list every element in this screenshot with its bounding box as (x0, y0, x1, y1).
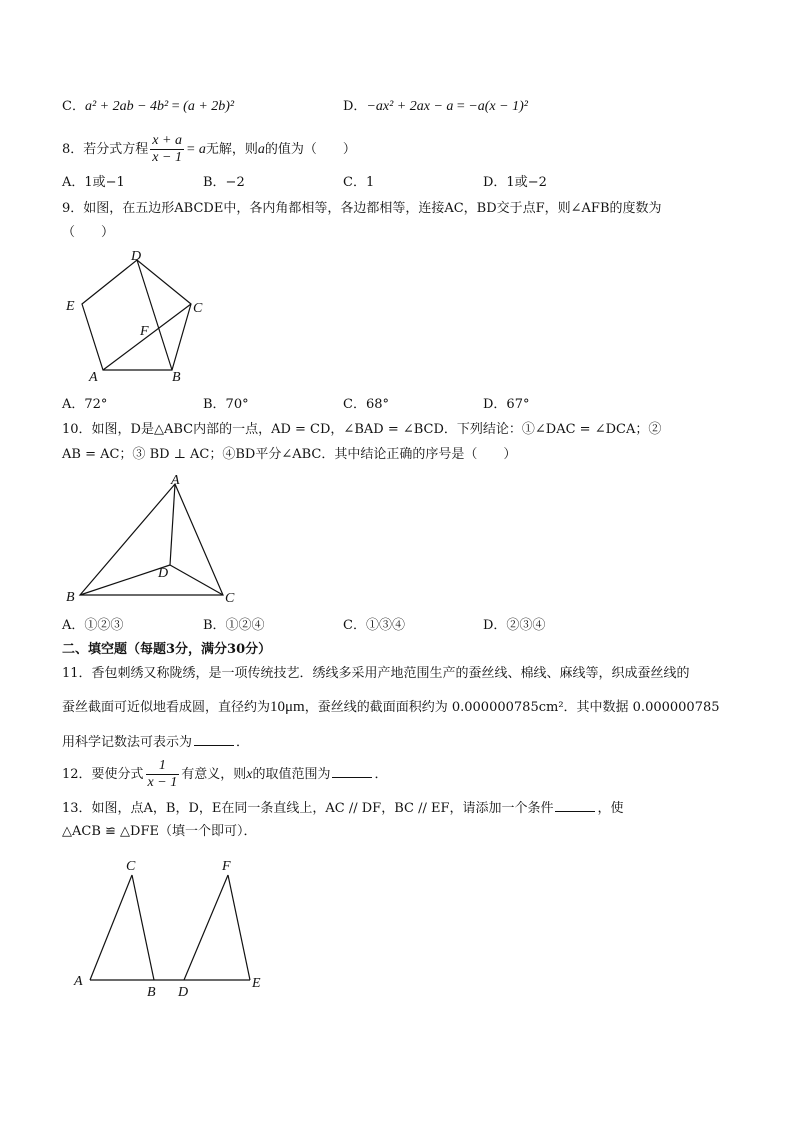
q10-option-b[interactable]: B．①②④ (203, 618, 265, 633)
label-c: C (225, 591, 235, 606)
section-title: 二、填空题（每题3分，满分30分） (62, 642, 272, 657)
q11-line1: 11．香包刺绣又称陇绣，是一项传统技艺．绣线多采用产地范围生产的蚕丝线、棉线、麻线等，织成蚕丝线的 (62, 666, 690, 681)
diagonal-bd (137, 260, 172, 370)
q12-stem: 12．要使分式 $\frac{1}{x - 1}$ 有意义，则x的取值范围为 ． (62, 758, 388, 790)
label-e: E (252, 976, 261, 991)
label-c: C (126, 859, 136, 874)
q9-option-a[interactable]: A．72° (62, 397, 108, 412)
q7-option-d[interactable]: D．−ax² + 2ax − a = −a(x − 1)² (343, 99, 528, 114)
q9-stem-line1: 9．如图，在五边形ABCDE中，各内角都相等，各边都相等，连接AC，BD交于点F，则∠AFB的度数为 (62, 201, 662, 216)
q13-line2: △ACB ≌ △DFE（填一个即可）． (62, 824, 257, 839)
q7-option-c[interactable]: C．a² + 2ab − 4b² = (a + 2b)² (62, 99, 235, 114)
q10-option-c[interactable]: C．①③④ (343, 618, 405, 633)
label-b: B (147, 985, 156, 1000)
segment-fe (228, 875, 250, 980)
q9-option-d[interactable]: D．67° (483, 397, 530, 412)
q10-option-a[interactable]: A．①②③ (62, 618, 124, 633)
q8-option-c[interactable]: C．1 (343, 175, 375, 190)
q8-option-a[interactable]: A．1或−1 (62, 175, 125, 190)
label-d: D (131, 249, 142, 264)
triangle-abc (80, 484, 223, 595)
q10-stem-line2: AB = AC；③ BD ⊥ AC；④BD平分∠ABC．其中结论正确的序号是（ ） (62, 447, 517, 462)
q10-stem-line1: 10．如图，D是△ABC内部的一点，AD = CD，∠BAD = ∠BCD．下列结论：①∠DAC = ∠DCA；② (62, 422, 662, 437)
q11-line2: 蚕丝截面可近似地看成圆，直径约为10μm，蚕丝线的截面面积约为 0.000000785cm²．其中数据 0.000000785 (62, 699, 720, 715)
segment-cd (170, 565, 223, 595)
answer-blank[interactable] (555, 799, 595, 812)
segment-ad (170, 484, 175, 565)
answer-blank[interactable] (332, 765, 372, 778)
segment-ac (90, 875, 132, 980)
pentagon-outline (82, 260, 191, 370)
q9-stem-line2: （ ） (62, 225, 115, 240)
label-a: A (74, 974, 83, 989)
triangle-figure (60, 470, 250, 610)
measure-value: 10μm (270, 699, 305, 715)
label-d: D (178, 985, 189, 1000)
q10-option-d[interactable]: D．②③④ (483, 618, 546, 633)
segment-df (184, 875, 228, 980)
q8-stem: 8．若分式方程 $\frac{x + a}{x - 1}$ = a无解，则a的值为（ ） (62, 133, 356, 165)
q12-fraction: $\frac{1}{x - 1}$ (147, 758, 178, 790)
q8-option-d[interactable]: D．1或−2 (483, 175, 547, 190)
q9-option-b[interactable]: B．70° (203, 397, 249, 412)
two-triangles-figure (68, 850, 278, 1000)
label-d: D (158, 566, 169, 581)
label-a: A (171, 473, 180, 488)
q8-option-b[interactable]: B．−2 (203, 175, 245, 190)
label-b: B (66, 590, 75, 605)
q8-fraction: $\frac{x + a}{x - 1}$ (152, 133, 182, 165)
label-f: F (140, 324, 149, 339)
label-a: A (89, 370, 98, 383)
label-f: F (222, 859, 231, 874)
label-e: E (66, 299, 75, 314)
q13-line1: 13．如图，点A，B，D，E在同一条直线上，AC // DF，BC // EF，请添加一个条件 ，使 (62, 801, 624, 816)
segment-cb (132, 875, 154, 980)
q11-line3: 用科学记数法可表示为 ． (62, 735, 250, 750)
q9-option-c[interactable]: C．68° (343, 397, 389, 412)
label-c: C (193, 301, 203, 316)
label-b: B (172, 370, 181, 383)
answer-blank[interactable] (194, 733, 234, 746)
pentagon-figure (60, 248, 210, 383)
